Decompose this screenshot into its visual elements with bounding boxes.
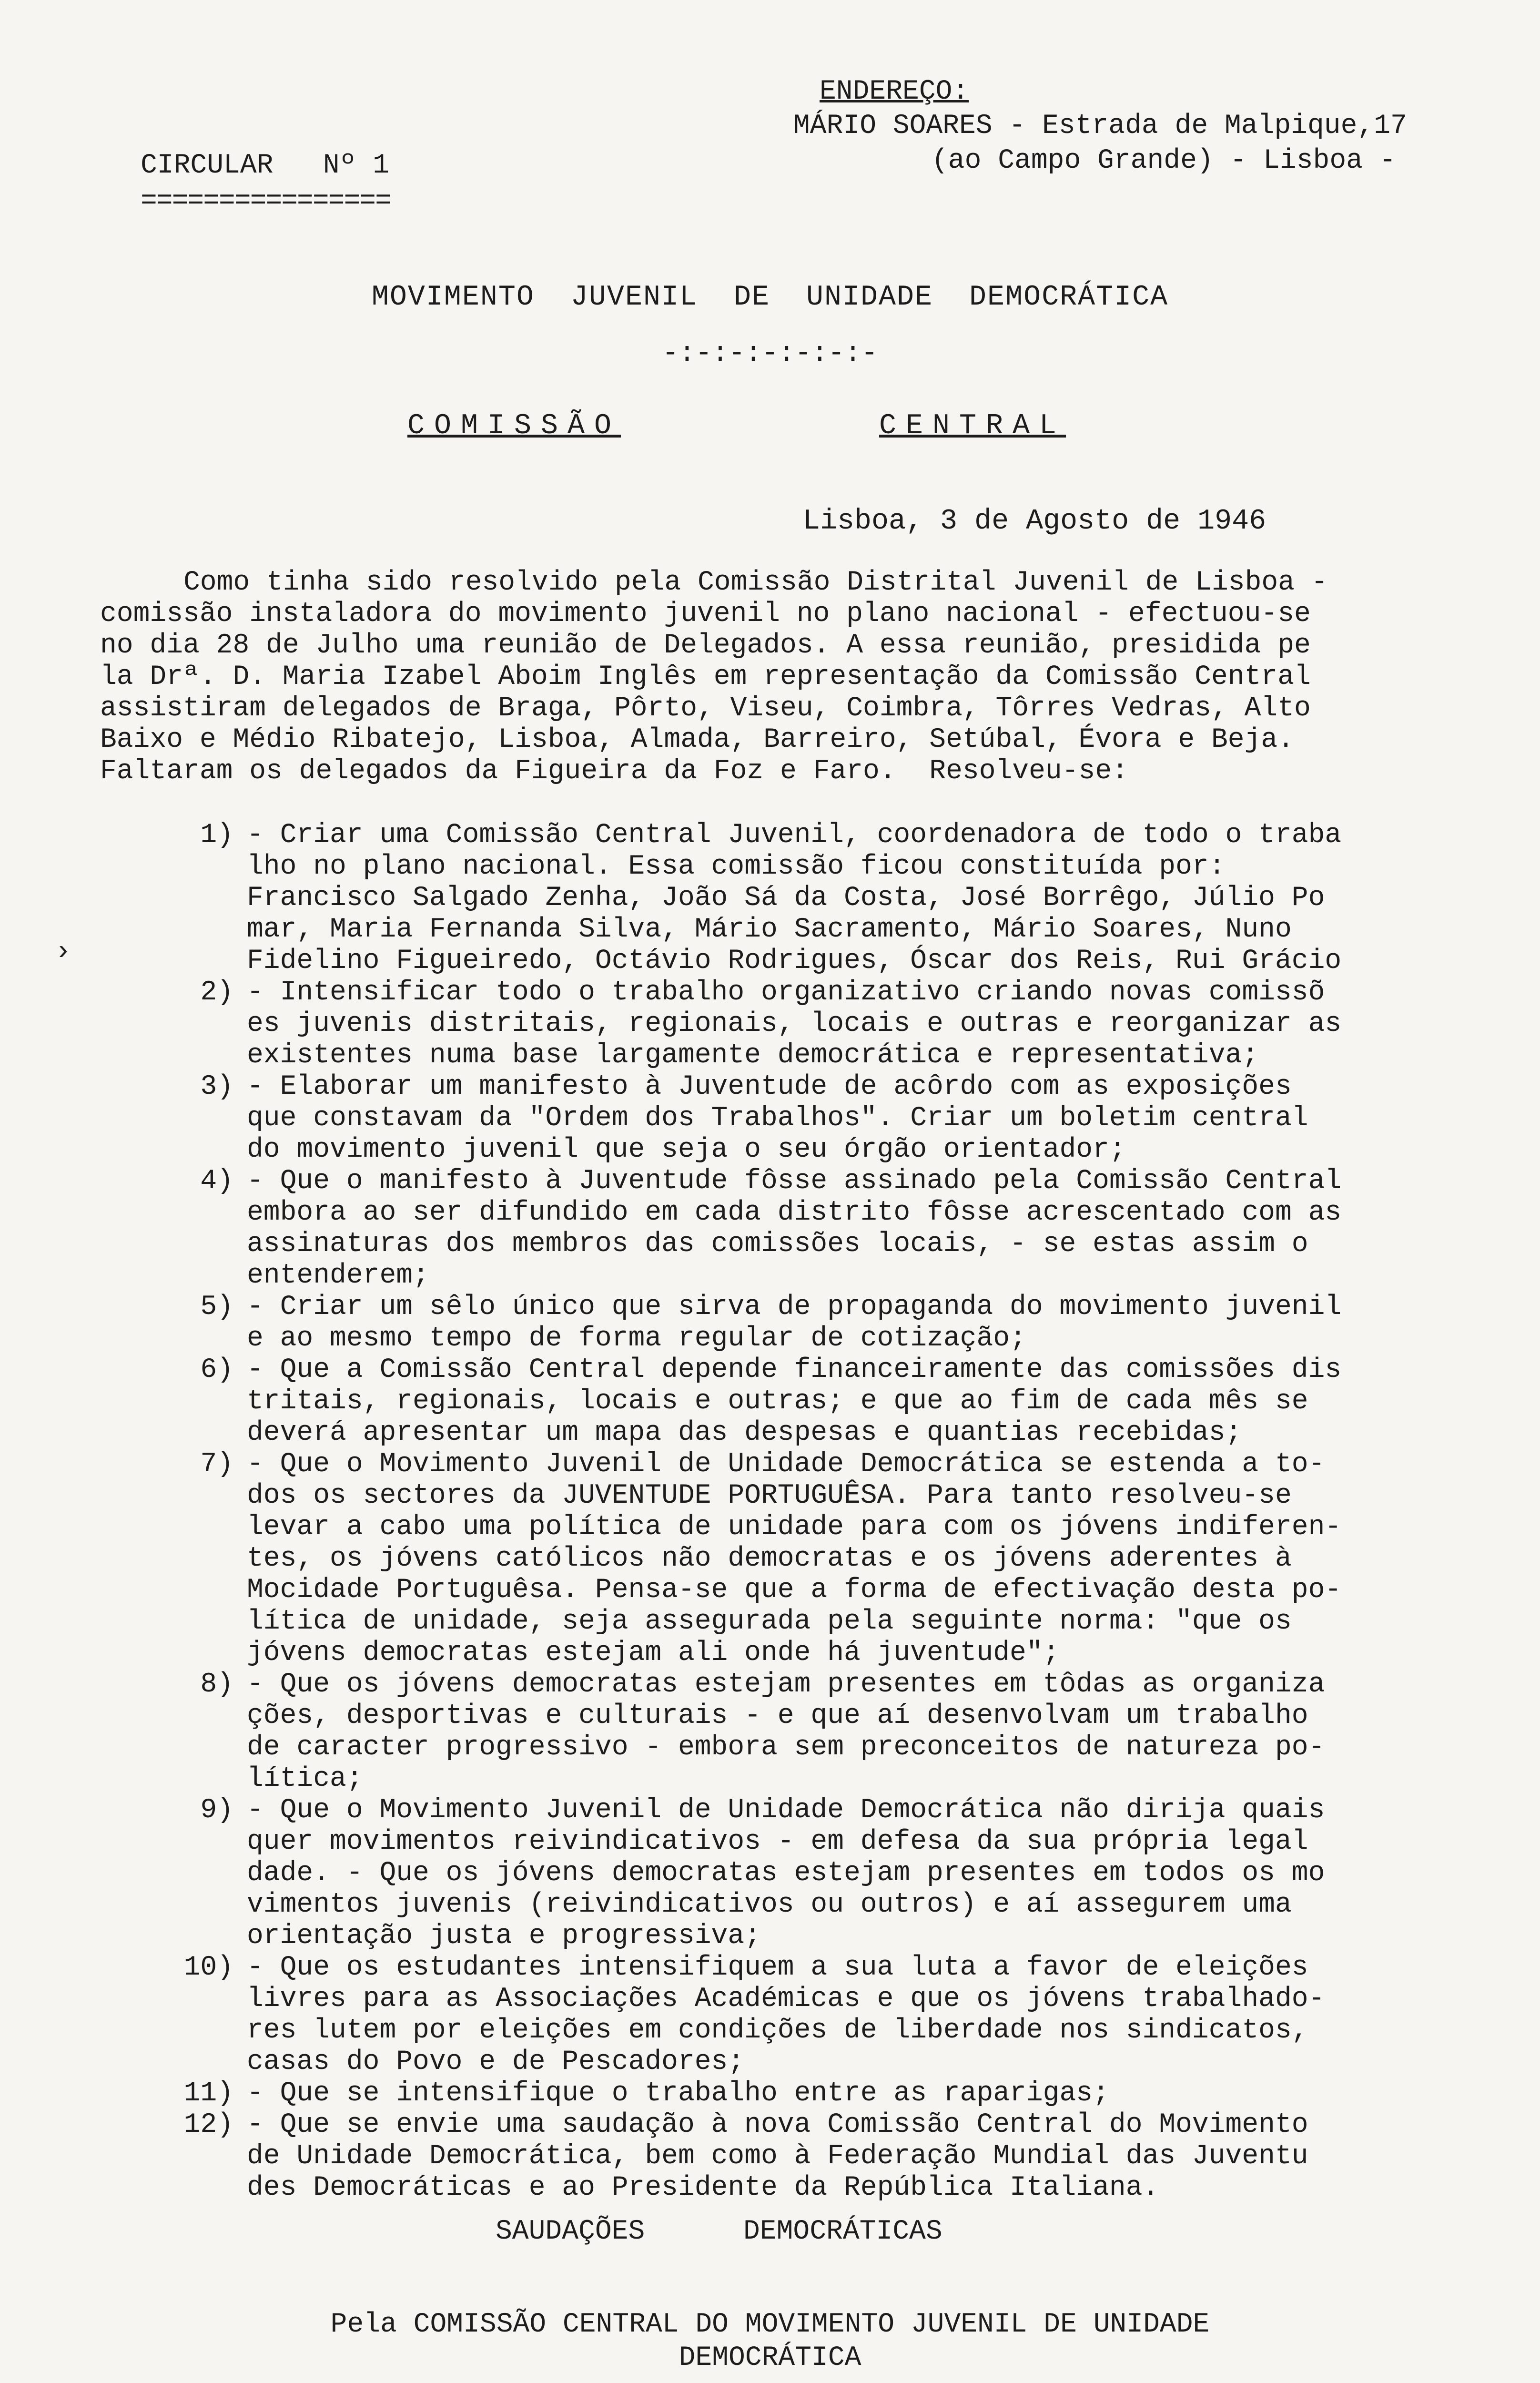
document-date: Lisboa, 3 de Agosto de 1946 — [803, 505, 1266, 538]
item-number: 1) — [200, 820, 233, 851]
item-number: 3) — [200, 1071, 233, 1102]
item-text: - Que o manifesto à Juventude fôsse assinado pela Comissão Central embora ao ser difundido em cada distrito fôsse acrescentado com as assinaturas dos membros das comissões locais, - se estas assim o entenderem; — [247, 1166, 1342, 1291]
item-number: 10) — [183, 1952, 233, 1983]
intro-line: la Drª. D. Maria Izabel Aboim Inglês em representação da Comissão Central — [100, 662, 1311, 692]
item-number: 4) — [200, 1166, 233, 1197]
intro-paragraph — [100, 567, 1510, 787]
item-number: 6) — [200, 1354, 233, 1385]
item-text: - Que a Comissão Central depende financeiramente das comissões dis tritais, regionais, locais e outras; e que ao fim de cada mês se deverá apresentar um mapa das despesas e quantias recebidas; — [247, 1354, 1342, 1448]
item-text: - Criar um sêlo único que sirva de propaganda do movimento juvenil e ao mesmo tempo de forma regular de cotização; — [247, 1292, 1342, 1354]
circular-number: CIRCULAR Nº 1 — [141, 150, 390, 181]
resolution-item — [143, 820, 1510, 977]
item-text: - Que o Movimento Juvenil de Unidade Democrática se estenda a to- dos os sectores da JUVENTUDE PORTUGUÊSA. Para tanto resolveu-se levar a cabo uma política de unidade para com os jóvens indiferen- tes, os jóvens católicos não democratas e os jóvens aderentes à Mocidade Portuguêsa. Pensa-se que a forma de efectivação desta po- lítica de unidade, seja assegurada pela seguinte norma: "que os jóvens democratas estejam ali onde há juventude"; — [247, 1449, 1342, 1669]
comissao-heading: COMISSÃO — [407, 410, 621, 442]
item-text: - Que o Movimento Juvenil de Unidade Democrática não dirija quais quer movimentos reivindicativos - em defesa da sua própria legal dade. - Que os jóvens democratas estejam presentes em todos os mo vimentos juvenis (reivindicativos ou outros) e aí assegurem uma orientação justa e progressiva; — [247, 1795, 1325, 1952]
intro-line: Baixo e Médio Ribatejo, Lisboa, Almada, Barreiro, Setúbal, Évora e Beja. — [100, 724, 1295, 755]
resolution-item — [143, 1354, 1510, 1449]
resolution-item — [143, 2109, 1510, 2204]
intro-line: no dia 28 de Julho uma reunião de Delegados. A essa reunião, presidida pe — [100, 630, 1311, 661]
resolution-item — [143, 1166, 1510, 1292]
intro-line: Faltaram os delegados da Figueira da Foz e Faro. Resolveu-se: — [100, 756, 1128, 787]
intro-line: Como tinha sido resolvido pela Comissão Distrital Juvenil de Lisboa - — [183, 567, 1328, 598]
address-label: ENDEREÇO: — [820, 76, 969, 107]
title-separator: -:-:-:-:-:-:- — [662, 338, 878, 369]
address-line-1: MÁRIO SOARES - Estrada de Malpique,17 — [793, 111, 1407, 142]
item-text: - Intensificar todo o trabalho organizativo criando novas comissõ es juvenis distritais, regionais, locais e outras e reorganizar as existentes numa base largamente democrática e representativa; — [247, 977, 1342, 1071]
margin-mark: › — [55, 937, 71, 967]
closing-democraticas: DEMOCRÁTICAS — [743, 2216, 942, 2247]
closing-saudacoes: SAUDAÇÕES — [496, 2216, 645, 2247]
item-text: - Criar uma Comissão Central Juvenil, coordenadora de todo o traba lho no plano nacional. Essa comissão ficou constituída por: Francisco Salgado Zenha, João Sá da Costa, José Borrêgo, Júlio Po mar, Maria Fernanda Silva, Mário Sacramento, Mário Soares, Nuno Fidelino Figueiredo, Octávio Rodrigues, Óscar dos Reis, Rui Grácio — [247, 820, 1342, 977]
item-number: 12) — [183, 2109, 233, 2140]
item-number: 8) — [200, 1669, 233, 1700]
address-line-2: (ao Campo Grande) - Lisboa - — [932, 145, 1396, 176]
item-number: 5) — [200, 1292, 233, 1323]
resolutions-list — [143, 820, 1510, 2204]
resolution-item — [143, 1071, 1510, 1166]
item-text: - Que os jóvens democratas estejam presentes em tôdas as organiza ções, desportivas e culturais - e que aí desenvolvam um trabalho de caracter progressivo - embora sem preconceitos de natureza po- lítica; — [247, 1669, 1325, 1794]
item-number: 11) — [183, 2078, 233, 2109]
item-text: - Que os estudantes intensifiquem a sua luta a favor de eleições livres para as Associações Académicas e que os jóvens trabalhado- res lutem por eleições em condições de liberdade nos sindicatos, casas do Povo e de Pescadores; — [247, 1952, 1325, 2077]
circular-underline: ================ — [141, 186, 391, 217]
item-number: 2) — [200, 977, 233, 1008]
item-text: - Que se intensifique o trabalho entre as raparigas; — [247, 2078, 1109, 2109]
resolution-item — [143, 977, 1510, 1071]
intro-line: assistiram delegados de Braga, Pôrto, Viseu, Coimbra, Tôrres Vedras, Alto — [100, 693, 1311, 724]
movement-title: MOVIMENTO JUVENIL DE UNIDADE DEMOCRÁTICA — [371, 281, 1169, 314]
resolution-item — [143, 1669, 1510, 1795]
resolution-item — [143, 1292, 1510, 1354]
resolution-item — [143, 1449, 1510, 1669]
item-text: - Que se envie uma saudação à nova Comissão Central do Movimento de Unidade Democrática, bem como à Federação Mundial das Juventu des Democráticas e ao Presidente da República Italiana. — [247, 2109, 1308, 2203]
closing-pela-line-2: DEMOCRÁTICA — [679, 2342, 861, 2373]
closing-pela-line: Pela COMISSÃO CENTRAL DO MOVIMENTO JUVENIL DE UNIDADE — [330, 2309, 1210, 2340]
resolution-item — [143, 1795, 1510, 1952]
item-number: 9) — [200, 1795, 233, 1826]
item-number: 7) — [200, 1449, 233, 1480]
intro-line: comissão instaladora do movimento juvenil no plano nacional - efectuou-se — [100, 599, 1311, 630]
resolution-item — [143, 2078, 1510, 2109]
central-heading: CENTRAL — [879, 410, 1066, 442]
item-text: - Elaborar um manifesto à Juventude de acôrdo com as exposições que constavam da "Ordem dos Trabalhos". Criar um boletim central do movimento juvenil que seja o seu órgão orientador; — [247, 1071, 1308, 1165]
resolution-item — [143, 1952, 1510, 2078]
